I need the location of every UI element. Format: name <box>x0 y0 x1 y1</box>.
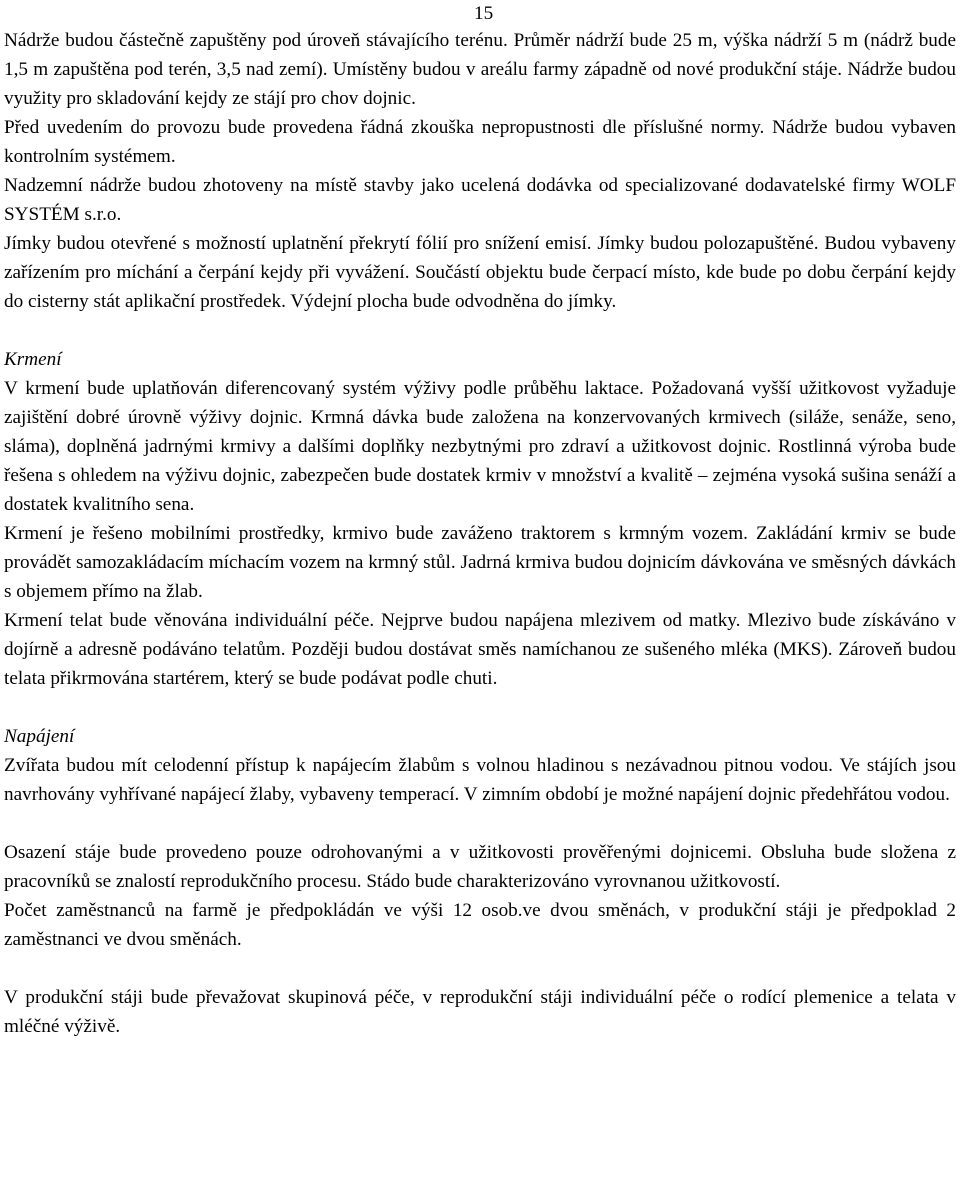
paragraph-calf-feeding: Krmení telat bude věnována individuální péče. Nejprve budou napájena mlezivem od matky. Mlezivo bude získáváno v dojírně a adresně podáváno telatům. Později budou dostávat směs namíchanou ze sušeného mléka (MKS). Zároveň budou telata přikrmována startérem, který se bude podávat podle chuti. <box>4 610 956 689</box>
spacer <box>4 954 956 983</box>
document-body <box>4 26 956 1041</box>
spacer <box>4 809 956 838</box>
spacer <box>4 316 956 345</box>
paragraph-care: V produkční stáji bude převažovat skupinová péče, v reprodukční stáji individuální péče o rodící plemenice a telata v mléčné výživě. <box>4 987 956 1037</box>
heading-napajeni: Napájení <box>4 726 75 747</box>
page-number: 15 <box>474 3 494 24</box>
paragraph-stable-stocking: Osazení stáje bude provedeno pouze odrohovanými a v užitkovosti prověřenými dojnicemi. Obsluha bude složena z pracovníků se znalostí reprodukčního procesu. Stádo bude charakterizováno vyrovnanou užitkovostí. <box>4 842 956 892</box>
paragraph-pits: Jímky budou otevřené s možností uplatnění překrytí fólií pro snížení emisí. Jímky budou polozapuštěné. Budou vybaveny zařízením pro míchání a čerpání kejdy při vyvážení. Součástí objektu bude čerpací místo, kde bude po dobu čerpání kejdy do cisterny stát aplikační prostředek. Výdejní plocha bude odvodněna do jímky. <box>4 233 956 312</box>
paragraph-tightness-test: Před uvedením do provozu bude provedena řádná zkouška nepropustnosti dle příslušné normy. Nádrže budou vybaven kontrolním systémem. <box>4 117 956 167</box>
heading-krmeni: Krmení <box>4 349 62 370</box>
spacer <box>4 693 956 722</box>
paragraph-feeding-system: V krmení bude uplatňován diferencovaný systém výživy podle průběhu laktace. Požadovaná vyšší užitkovost vyžaduje zajištění dobré úrovně výživy dojnic. Krmná dávka bude založena na konzervovaných krmivech (siláže, senáže, seno, sláma), doplněná jadrnými krmivy a dalšími doplňky nezbytnými pro zdraví a užitkovost dojnic. Rostlinná výroba bude řešena s ohledem na výživu dojnic, zabezpečen bude dostatek krmiv v množství a kvalitě – zejména vysoká sušina senáží a dostatek kvalitního sena. <box>4 378 956 515</box>
paragraph-supplier: Nadzemní nádrže budou zhotoveny na místě stavby jako ucelená dodávka od specializované dodavatelské firmy WOLF SYSTÉM s.r.o. <box>4 175 956 225</box>
paragraph-feeding-mobile: Krmení je řešeno mobilními prostředky, krmivo bude zaváženo traktorem s krmným vozem. Zakládání krmiv se bude provádět samozakládacím míchacím vozem na krmný stůl. Jadrná krmiva budou dojnicím dávkována ve směsných dávkách s objemem přímo na žlab. <box>4 523 956 602</box>
paragraph-employees: Počet zaměstnanců na farmě je předpokládán ve výši 12 osob.ve dvou směnách, v produkční stáji je předpoklad 2 zaměstnanci ve dvou směnách. <box>4 900 956 950</box>
paragraph-tanks-description: Nádrže budou částečně zapuštěny pod úroveň stávajícího terénu. Průměr nádrží bude 25 m, výška nádrží 5 m (nádrž bude 1,5 m zapuštěna pod terén, 3,5 nad zemí). Umístěny budou v areálu farmy západně od nové produkční stáje. Nádrže budou využity pro skladování kejdy ze stájí pro chov dojnic. <box>4 30 956 109</box>
paragraph-watering: Zvířata budou mít celodenní přístup k napájecím žlabům s volnou hladinou s nezávadnou pitnou vodou. Ve stájích jsou navrhovány vyhřívané napájecí žlaby, vybaveny temperací. V zimním období je možné napájení dojnic předehřátou vodou. <box>4 755 956 805</box>
